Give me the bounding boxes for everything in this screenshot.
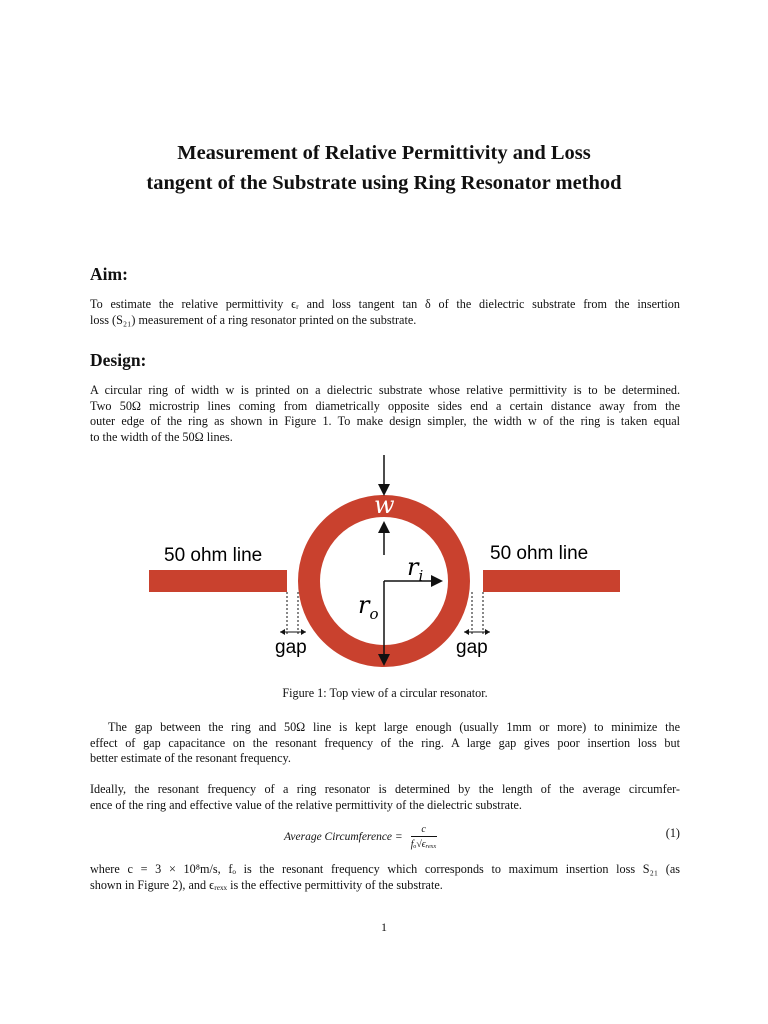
equation-lhs: Average Circumference = [284,831,403,843]
inner-radius-label: $r_i$ [407,553,424,585]
design-line-2: Two 50Ω microstrip lines coming from diametrically opposite sides end a certain distance away from the [90,398,680,413]
equation-denominator: fₒ√ϵᵣₑₓₓ [411,836,437,850]
design-line-1: A circular ring of width w is printed on a dielectric substrate whose relative permittivity is to be determined. [90,383,680,397]
ring-resonator-figure [140,455,630,685]
width-label: w [374,491,395,519]
aim-line-1: To estimate the relative permittivity ϵᵣ and loss tangent tan δ of the dielectric substrate from the insertion [90,297,680,311]
design-paragraph [90,383,680,445]
where-line-2: shown in Figure 2), and ϵᵣₑₓₓ is the effective permittivity of the substrate. [90,877,443,892]
where-line-1: where c = 3 × 10⁸m/s, fₒ is the resonant frequency which corresponds to maximum insertion loss S₂₁ (as [90,862,680,876]
ring-resonator-diagram [140,455,630,685]
gap-right-label: gap [456,637,488,658]
left-microstrip-line [149,570,287,592]
where-paragraph [90,862,680,893]
aim-line-2: loss (S₂₁) measurement of a ring resonator printed on the substrate. [90,312,417,327]
right-microstrip-line [483,570,620,592]
equation-number: (1) [665,826,680,840]
gap-line-3: better estimate of the resonant frequency. [90,751,291,766]
equation-1 [90,820,680,856]
equation-numerator: c [421,824,426,835]
gap-paragraph [90,720,680,767]
outer-radius-label: $r_o$ [358,591,379,623]
right-line-label: 50 ohm line [490,543,589,564]
left-line-label: 50 ohm line [164,545,263,566]
title-line-1: Measurement of Relative Permittivity and Loss [177,142,591,164]
design-line-3: outer edge of the ring as shown in Figure 1. To make design simpler, the width w of the ring is taken equal [90,414,680,429]
gap-line-1: The gap between the ring and 50Ω line is kept large enough (usually 1mm or more) to minimize the [108,720,680,734]
gap-line-2: effect of gap capacitance on the resonant frequency of the ring. A large gap gives poor insertion loss but [90,735,680,750]
gap-left-label: gap [275,637,307,658]
design-heading: Design: [90,350,147,370]
figure-caption: Figure 1: Top view of a circular resonator. [282,686,488,700]
aim-heading: Aim: [90,264,128,284]
paper-title [60,138,708,198]
page-number: 1 [381,920,387,934]
ideal-line-2: ence of the ring and effective value of the relative permittivity of the dielectric substrate. [90,797,522,812]
ideal-paragraph [90,782,680,813]
ideal-line-1: Ideally, the resonant frequency of a ring resonator is determined by the length of the average circumfer- [90,782,680,796]
design-line-4: to the width of the 50Ω lines. [90,429,233,444]
aim-paragraph [90,297,680,328]
title-line-2: tangent of the Substrate using Ring Resonator method [146,172,622,194]
equation-fraction [411,824,437,850]
equation-body [284,824,437,850]
